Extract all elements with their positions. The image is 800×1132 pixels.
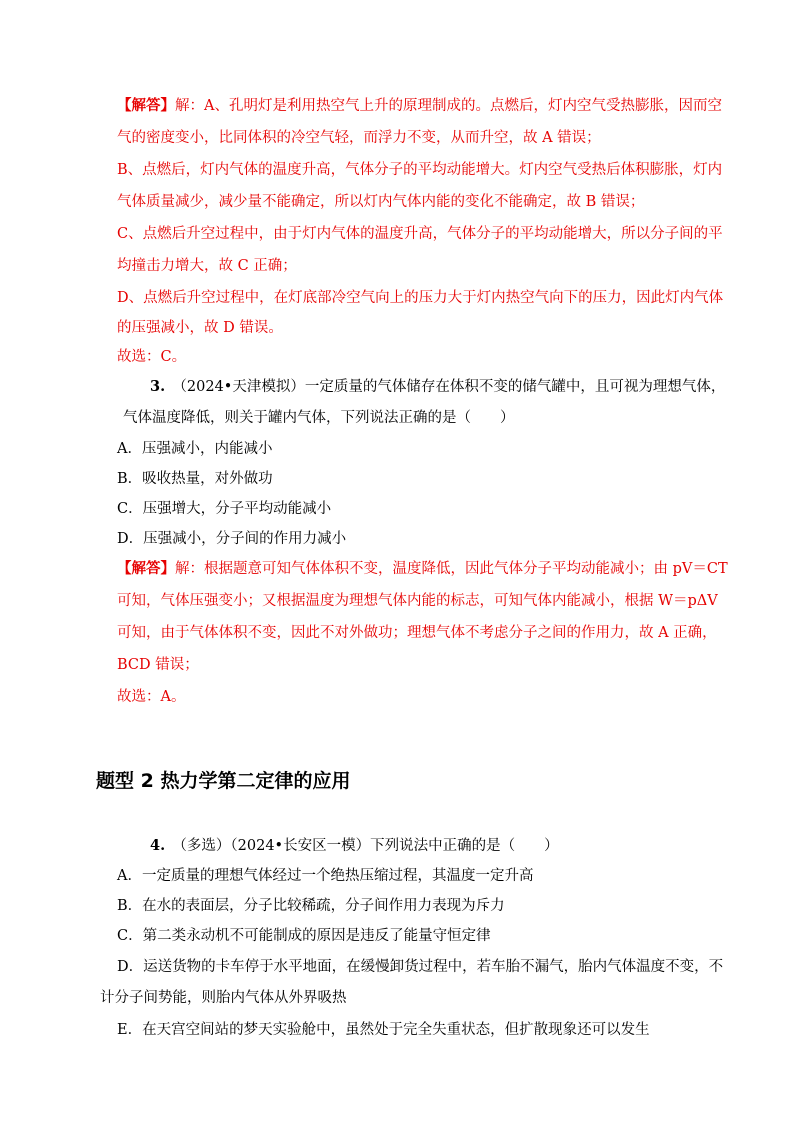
question-4-option-b: B．在水的表面层，分子比较稀疏，分子间作用力表现为斥力 [117,898,505,914]
question-4-option-d-line-2: 计分子间势能，则胎内气体从外界吸热 [100,990,347,1006]
question-3-option-b: B．吸收热量，对外做功 [117,471,273,487]
answer-line-6: 均撞击力增大，故 C 正确； [117,258,297,274]
answer3-line-3: 可知，由于气体体积不变，因此不对外做功；理想气体不考虑分子之间的作用力，故 A 正确， [117,625,717,641]
answer-text: 解：A、孔明灯是利用热空气上升的原理制成的。点燃后，灯内空气受热膨胀，因而空 [175,98,722,114]
answer3-line-1 [117,559,728,579]
question-stem: （多选）（2024•长安区一模）下列说法中正确的是（ ） [179,838,559,854]
question-3-option-c: C．压强增大，分子平均动能减小 [117,501,332,517]
question-4-option-c: C．第二类永动机不可能制成的原因是违反了能量守恒定律 [117,928,491,944]
answer-choice: 故选：C。 [117,349,187,365]
answer3-line-4: BCD 错误； [117,657,199,673]
question-3-line-1 [150,377,725,397]
question-4-option-a: A．一定质量的理想气体经过一个绝热压缩过程，其温度一定升高 [117,868,534,884]
question-3-option-a: A．压强减小，内能减小 [117,441,273,457]
question-number: 3. [150,378,166,395]
answer-line-3: B、点燃后，灯内气体的温度升高，气体分子的平均动能增大。灯内空气受热后体积膨胀，灯内 [117,162,723,178]
question-number: 4. [150,837,166,854]
answer-line-2: 气的密度变小，比同体积的冷空气轻，而浮力不变，从而升空，故 A 错误； [117,130,601,146]
answer-line-4: 气体质量减少，减少量不能确定，所以灯内气体内能的变化不能确定，故 B 错误； [117,194,645,210]
answer-tag: 【解答】 [117,97,175,114]
question-3-line-2: 气体温度降低，则关于罐内气体，下列说法正确的是（ ） [123,410,515,426]
answer-text: 解：根据题意可知气体体积不变，温度降低，因此气体分子平均动能减小；由 pV＝CT [175,561,728,577]
answer-tag: 【解答】 [117,560,175,577]
answer-line-5: C、点燃后升空过程中，由于灯内气体的温度升高，气体分子的平均动能增大，所以分子间的平 [117,226,723,242]
question-stem: （2024•天津模拟）一定质量的气体储存在体积不变的储气罐中，且可视为理想气体， [179,379,726,395]
question-4-option-e: E．在天宫空间站的梦天实验舱中，虽然处于完全失重状态，但扩散现象还可以发生 [117,1022,650,1038]
answer-line-7: D、点燃后升空过程中，在灯底部冷空气向上的压力大于灯内热空气向下的压力，因此灯内气体 [117,290,724,306]
section-heading: 题型 2 热力学第二定律的应用 [96,770,351,792]
question-4-line-1 [150,836,559,856]
question-4-option-d-line-1: D．运送货物的卡车停于水平地面，在缓慢卸货过程中，若车胎不漏气，胎内气体温度不变，不 [117,959,724,975]
answer3-choice: 故选：A。 [117,689,186,705]
question-3-option-d: D．压强减小，分子间的作用力减小 [117,531,347,547]
answer-line-1 [117,96,722,116]
answer-line-8: 的压强减小，故 D 错误。 [117,320,283,336]
answer3-line-2: 可知，气体压强变小；又根据温度为理想气体内能的标志，可知气体内能减小，根据 W＝pΔV [117,593,718,609]
